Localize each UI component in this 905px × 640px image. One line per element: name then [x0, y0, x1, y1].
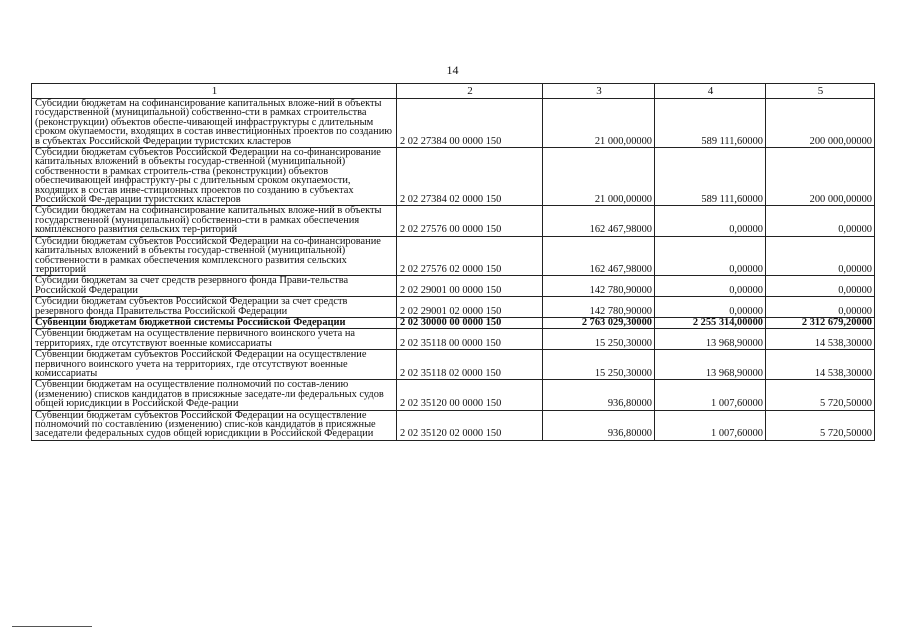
amount-column-5-cell: 0,00000: [766, 276, 875, 297]
classification-code-cell: 2 02 27384 00 0000 150: [397, 99, 543, 148]
table-row: [32, 350, 875, 380]
amount-column-3-cell: 142 780,90000: [543, 276, 655, 297]
amount-column-3-cell: 2 763 029,30000: [543, 317, 655, 328]
column-header: 4: [655, 84, 766, 99]
table-row: [32, 236, 875, 276]
page-number: 14: [446, 63, 459, 77]
classification-code-cell: 2 02 35120 00 0000 150: [397, 380, 543, 410]
amount-column-5-cell: 14 538,30000: [766, 350, 875, 380]
table-row: [32, 329, 875, 350]
classification-code-cell: 2 02 27384 02 0000 150: [397, 148, 543, 206]
amount-column-5-cell: 0,00000: [766, 236, 875, 276]
amount-column-5-cell: 14 538,30000: [766, 329, 875, 350]
amount-column-3-cell: 21 000,00000: [543, 99, 655, 148]
amount-column-3-cell: 162 467,98000: [543, 236, 655, 276]
table-row: [32, 206, 875, 236]
table-body: [32, 99, 875, 441]
item-name-cell: Субсидии бюджетам на софинансирование капитальных вложе-ний в объекты государственной (муниципальной) собственно-сти в рамках обеспечения комплексного развития сельских тер-риторий: [32, 206, 397, 236]
amount-column-5-cell: 200 000,00000: [766, 148, 875, 206]
table-row: [32, 297, 875, 318]
column-header: 2: [397, 84, 543, 99]
amount-column-4-cell: 589 111,60000: [655, 148, 766, 206]
classification-code-cell: 2 02 35118 00 0000 150: [397, 329, 543, 350]
table-row: [32, 276, 875, 297]
item-name-cell: Субвенции бюджетам субъектов Российской Федерации на осуществление полномочий по составлению (изменению) спис-ков кандидатов в присяжные заседатели федеральных судов общей юрисдикции в Российской Федерации: [32, 410, 397, 440]
footnote-divider: [12, 626, 92, 627]
classification-code-cell: 2 02 29001 00 0000 150: [397, 276, 543, 297]
item-name-cell: Субвенции бюджетам на осуществление первичного воинского учета на территориях, где отсутствуют военные комиссариаты: [32, 329, 397, 350]
amount-column-4-cell: 1 007,60000: [655, 410, 766, 440]
header-row: [32, 84, 875, 99]
table-row: [32, 148, 875, 206]
amount-column-5-cell: 200 000,00000: [766, 99, 875, 148]
amount-column-3-cell: 142 780,90000: [543, 297, 655, 318]
classification-code-cell: 2 02 30000 00 0000 150: [397, 317, 543, 328]
amount-column-4-cell: 1 007,60000: [655, 380, 766, 410]
amount-column-5-cell: 0,00000: [766, 297, 875, 318]
amount-column-4-cell: 0,00000: [655, 297, 766, 318]
amount-column-3-cell: 162 467,98000: [543, 206, 655, 236]
amount-column-4-cell: 13 968,90000: [655, 329, 766, 350]
amount-column-3-cell: 15 250,30000: [543, 350, 655, 380]
amount-column-4-cell: 0,00000: [655, 276, 766, 297]
amount-column-4-cell: 0,00000: [655, 206, 766, 236]
classification-code-cell: 2 02 35120 02 0000 150: [397, 410, 543, 440]
item-name-cell: Субвенции бюджетам субъектов Российской Федерации на осуществление первичного воинского учета на территориях, где отсутствуют военные комиссариаты: [32, 350, 397, 380]
amount-column-5-cell: 5 720,50000: [766, 410, 875, 440]
column-header: 3: [543, 84, 655, 99]
amount-column-3-cell: 936,80000: [543, 410, 655, 440]
amount-column-3-cell: 21 000,00000: [543, 148, 655, 206]
budget-table: [31, 83, 875, 441]
column-header: 5: [766, 84, 875, 99]
item-name-cell: Субсидии бюджетам за счет средств резервного фонда Прави-тельства Российской Федерации: [32, 276, 397, 297]
item-name-cell: Субсидии бюджетам субъектов Российской Федерации на со-финансирование капитальных вложений в объекты государ-ственной (муниципальной) собственности в рамках обеспечения комплексного развития сельских территорий: [32, 236, 397, 276]
item-name-cell: Субсидии бюджетам субъектов Российской Федерации на со-финансирование капитальных вложений в объекты государ-ственной (муниципальной) собственности в рамках строитель-ства (реконструкции) объектов обеспечивающей инфраструкту-ры с длительным сроком окупаемости, входящих в состав инве-стиционных проектов по созданию в субъектах Российской Фе-дерации туристских кластеров: [32, 148, 397, 206]
classification-code-cell: 2 02 27576 02 0000 150: [397, 236, 543, 276]
amount-column-3-cell: 15 250,30000: [543, 329, 655, 350]
amount-column-4-cell: 13 968,90000: [655, 350, 766, 380]
table-row: [32, 317, 875, 328]
item-name-cell: Субвенции бюджетам на осуществление полномочий по состав-лению (изменению) списков кандидатов в присяжные заседате-ли федеральных судов общей юрисдикции в Российской Феде-рации: [32, 380, 397, 410]
table-row: [32, 380, 875, 410]
classification-code-cell: 2 02 27576 00 0000 150: [397, 206, 543, 236]
table-row: [32, 99, 875, 148]
classification-code-cell: 2 02 29001 02 0000 150: [397, 297, 543, 318]
amount-column-5-cell: 2 312 679,20000: [766, 317, 875, 328]
amount-column-4-cell: 2 255 314,00000: [655, 317, 766, 328]
amount-column-5-cell: 5 720,50000: [766, 380, 875, 410]
item-name-cell: Субсидии бюджетам субъектов Российской Федерации за счет средств резервного фонда Правительства Российской Федерации: [32, 297, 397, 318]
column-header: 1: [32, 84, 397, 99]
item-name-cell: Субсидии бюджетам на софинансирование капитальных вложе-ний в объекты государственной (муниципальной) собственно-сти в рамках строительства (реконструкции) объектов обеспе-чивающей инфраструктуры с длительным сроком окупаемости, входящих в состав инвестиционных проектов по созданию в субъектах Российской Федерации туристских кластеров: [32, 99, 397, 148]
amount-column-5-cell: 0,00000: [766, 206, 875, 236]
amount-column-4-cell: 589 111,60000: [655, 99, 766, 148]
amount-column-3-cell: 936,80000: [543, 380, 655, 410]
amount-column-4-cell: 0,00000: [655, 236, 766, 276]
item-name-cell: Субвенции бюджетам бюджетной системы Российской Федерации: [32, 317, 397, 328]
classification-code-cell: 2 02 35118 02 0000 150: [397, 350, 543, 380]
table-row: [32, 410, 875, 440]
